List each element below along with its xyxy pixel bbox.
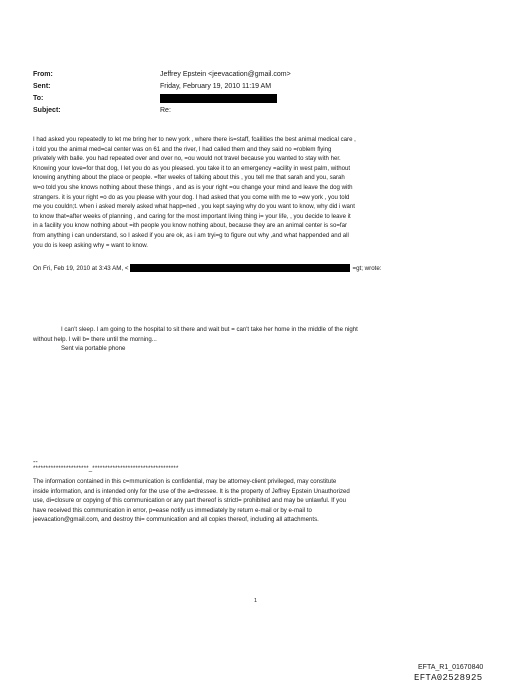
document-id-secondary: EFTA02528925: [414, 673, 483, 683]
signature-dash: --: [33, 459, 38, 466]
sent-value: Friday, February 19, 2010 11:19 AM: [160, 82, 272, 90]
quoted-line: I can't sleep. I am going to the hospital to sit there and wait but = can't take her home in the middle of the night: [61, 326, 358, 333]
from-row: [33, 68, 473, 80]
confidentiality-disclaimer: The information contained in this c=mmunication is confidential, may be attorney-client privileged, may constitute inside information, and is intended only for the use of the a=dressee. It is the property of Jeffrey Epstein Unauthorized use, di=closure or copying of this communication or any part thereof is strictl= prohibited and may be unlawful. If you have received this communication in error, p=ease notify us immediately by return e-mail or by e-mail to jeevacation@gmail.com, and destroy thi= communication and all copies thereof, including all attachments.: [33, 478, 350, 524]
email-body: I had asked you repeatedly to let me bring her to new york , where there is=staff, fcailities the best animal medical care , i told you the animal med=cal center was on 61 and the river, I had called them and they said no =roblem flying privately with balle. you had repeated over and over no, =ou would not travel because you wanted to stay with her. Knowing your love=for that dog, I let you do as you pleased. you take it to an emergency =acility in west palm, without knowing anything about the place or people. =fter weeks of talking about this , you tell me that sarah and you, sarah w=o told you she knows nothing about these things , and as is your right =ou change your mind and leave the dog with strangers. it is your right =o do as you please with your dog. I had asked that you come with me to =ew york , you told me you couldn;t. when i asked merely asked what happ=ned , you kept saying why do you want to know, why did i want to know that=after weeks of planning , and caring for the most important living thing i= your life, , you decide to leave it in a facility you know nothing about =ith people you know nothing about, because they are an animal center is so=far from anything i can understand, so I asked if you are ok, as i am tryi=g to figure out why ,and what happended and all you do is keep asking why = want to know.: [33, 136, 356, 249]
sent-label: Sent:: [33, 82, 51, 90]
email-header: [33, 68, 473, 116]
page-number: 1: [254, 598, 258, 604]
subject-row: [33, 104, 473, 116]
from-value: Jeffrey Epstein <jeevacation@gmail.com>: [160, 70, 291, 78]
document-id-primary: EFTA_R1_01670840: [418, 664, 484, 671]
sent-row: [33, 80, 473, 92]
redaction-bar: [130, 264, 350, 272]
quote-prefix: On Fri, Feb 19, 2010 at 3:43 AM, <: [33, 264, 129, 272]
signature-stars: **********************_**********************************: [33, 466, 179, 472]
quoted-message: [33, 325, 479, 354]
to-value: [160, 94, 277, 103]
to-label: To:: [33, 94, 44, 102]
quote-header: [33, 264, 479, 272]
quote-suffix: =gt; wrote:: [352, 264, 382, 272]
to-row: [33, 92, 473, 104]
subject-value: Re:: [160, 106, 171, 114]
subject-label: Subject:: [33, 106, 61, 114]
from-label: From:: [33, 70, 53, 78]
quoted-line: without help. I will b= there until the morning...: [33, 335, 157, 343]
sent-via-line: Sent via portable phone: [61, 345, 126, 353]
redaction-bar: [160, 94, 277, 103]
